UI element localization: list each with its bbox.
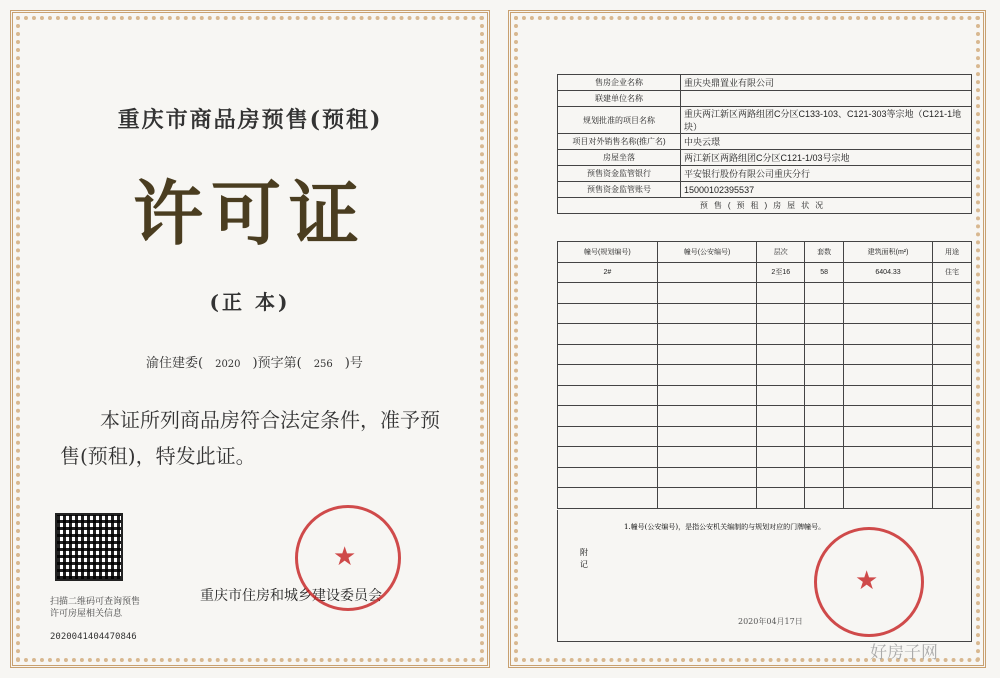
table-row <box>558 426 972 447</box>
table-row <box>558 283 972 304</box>
project-info-table <box>557 74 972 214</box>
certificate-title: 重庆市商品房预售(预租) <box>117 107 383 133</box>
table-row <box>558 365 972 386</box>
table-row: 项目对外销售名称(推广名) 中央云璟 <box>558 134 972 150</box>
official-seal <box>295 505 401 611</box>
table-row <box>558 344 972 365</box>
table-row <box>558 385 972 406</box>
qr-code[interactable] <box>55 513 123 581</box>
site-watermark: 好房子网 <box>870 643 938 662</box>
remarks-text: 1.幢号(公安编号)，是指公安机关编制的与规划对应的门牌幢号。 <box>624 523 826 531</box>
table-row <box>558 467 972 488</box>
official-seal <box>814 527 924 637</box>
table-row: 规划批准的项目名称 重庆两江新区两路组团C分区C133-103、C121-303等宗地（C121-1地块） <box>558 107 972 134</box>
remarks-label: 附记 <box>580 548 588 569</box>
serial-number: 2020041404470846 <box>50 632 137 642</box>
table-row <box>558 488 972 509</box>
issuing-authority: 重庆市住房和城乡建设委员会 <box>200 587 382 603</box>
star-icon: ★ <box>333 542 357 572</box>
permit-number: 渝住建委( 2020 )预字第( 256 )号 <box>146 356 363 371</box>
table-row <box>558 447 972 468</box>
table-header-row: 幢号(规划编号) 幢号(公安编号) 层次 套数 建筑面积(m²) 用途 <box>558 242 972 263</box>
table-row <box>558 406 972 427</box>
table-row <box>558 324 972 345</box>
certificate-body: 本证所列商品房符合法定条件，准予预售(预租)，特发此证。 <box>60 408 440 468</box>
issue-date: 2020年04月17日 <box>738 617 803 626</box>
table-row: 房屋坐落 两江新区两路组团C分区C121-1/03号宗地 <box>558 150 972 166</box>
table-row: 预售资金监管账号 15000102395537 <box>558 182 972 198</box>
table-row: 2# 2至16 58 6404.33 住宅 <box>558 262 972 283</box>
section-header-row: 预售(预租)房屋状况 <box>558 198 972 214</box>
certificate-heading: 许可证 <box>133 172 367 255</box>
table-row: 售房企业名称 重庆央鼎置业有限公司 <box>558 75 972 91</box>
star-icon: ★ <box>855 566 879 596</box>
table-row: 联建单位名称 <box>558 91 972 107</box>
certificate-copy-type: (正 本) <box>209 290 291 314</box>
table-row <box>558 303 972 324</box>
unit-status-table <box>557 241 972 509</box>
qr-caption: 扫描二维码可查询预售许可房屋相关信息 <box>50 597 141 619</box>
table-row: 预售资金监管银行 平安银行股份有限公司重庆分行 <box>558 166 972 182</box>
